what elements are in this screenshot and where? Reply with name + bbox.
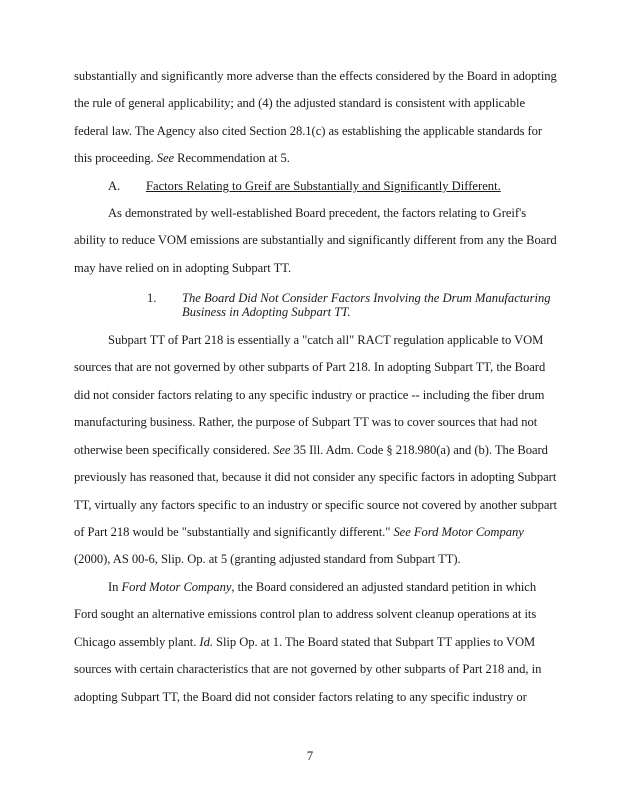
case-name: Ford Motor Company	[121, 580, 232, 594]
body-text: Slip Op. at 1. The Board stated that Subpart TT applies to VOM	[212, 635, 536, 649]
body-line: the rule of general applicability; and (4) the adjusted standard is consistent with applicable	[74, 96, 525, 110]
citation-signal: See	[156, 151, 175, 165]
body-text: otherwise been specifically considered.	[74, 443, 274, 457]
body-line	[74, 525, 524, 539]
body-line: TT, virtually any factors specific to an industry or specific source not covered by another subpart	[74, 498, 558, 512]
body-text: of Part 218 would be "substantially and significantly different."	[74, 525, 394, 539]
subsection-heading-line-2: Business in Adopting Subpart TT.	[182, 305, 351, 319]
body-line: previously has reasoned that, because it did not consider any specific factors in adopting Subpart	[74, 470, 557, 484]
citation-signal: Id.	[199, 635, 213, 649]
body-text: 35 Ill. Adm. Code § 218.980(a) and (b). The Board	[290, 443, 548, 457]
body-line: substantially and significantly more adverse than the effects considered by the Board in adopting	[74, 69, 557, 83]
body-line: As demonstrated by well-established Board precedent, the factors relating to Greif's	[108, 206, 527, 220]
body-line	[108, 580, 536, 594]
body-text: In	[108, 580, 122, 594]
subsection-heading-line-1: The Board Did Not Consider Factors Involving the Drum Manufacturing	[182, 291, 551, 305]
body-text: Recommendation at 5.	[174, 151, 290, 165]
body-line: ability to reduce VOM emissions are substantially and significantly different from any the Board	[74, 233, 557, 247]
body-line	[74, 443, 548, 457]
body-line: manufacturing business. Rather, the purpose of Subpart TT was to cover sources that had not	[74, 415, 538, 429]
body-line: may have relied on in adopting Subpart TT.	[74, 261, 292, 275]
body-line: (2000), AS 00-6, Slip. Op. at 5 (granting adjusted standard from Subpart TT).	[74, 552, 461, 566]
section-letter: A.	[108, 179, 121, 193]
citation-signal: See	[273, 443, 291, 457]
body-line: Ford sought an alternative emissions control plan to address solvent cleanup operations at its	[74, 607, 537, 621]
body-line: adopting Subpart TT, the Board did not consider factors relating to any specific industry or	[74, 690, 527, 704]
body-text: , the Board considered an adjusted standard petition in which	[231, 580, 537, 594]
case-citation: See Ford Motor Company	[393, 525, 524, 539]
body-text: Chicago assembly plant.	[74, 635, 200, 649]
page-number: 7	[306, 749, 314, 763]
body-line	[74, 635, 535, 649]
body-line: sources with certain characteristics that are not governed by other subparts of Part 218 and, in	[74, 662, 542, 676]
body-line: did not consider factors relating to any specific industry or practice -- including the fiber drum	[74, 388, 545, 402]
body-line: Subpart TT of Part 218 is essentially a "catch all" RACT regulation applicable to VOM	[108, 333, 544, 347]
body-line: sources that are not governed by other subparts of Part 218. In adopting Subpart TT, the Board	[74, 360, 546, 374]
section-heading: Factors Relating to Greif are Substantially and Significantly Different.	[146, 179, 501, 193]
body-line	[74, 151, 290, 165]
body-line: federal law. The Agency also cited Section 28.1(c) as establishing the applicable standards for	[74, 124, 543, 138]
body-text: this proceeding.	[74, 151, 157, 165]
subsection-number: 1.	[147, 291, 157, 305]
